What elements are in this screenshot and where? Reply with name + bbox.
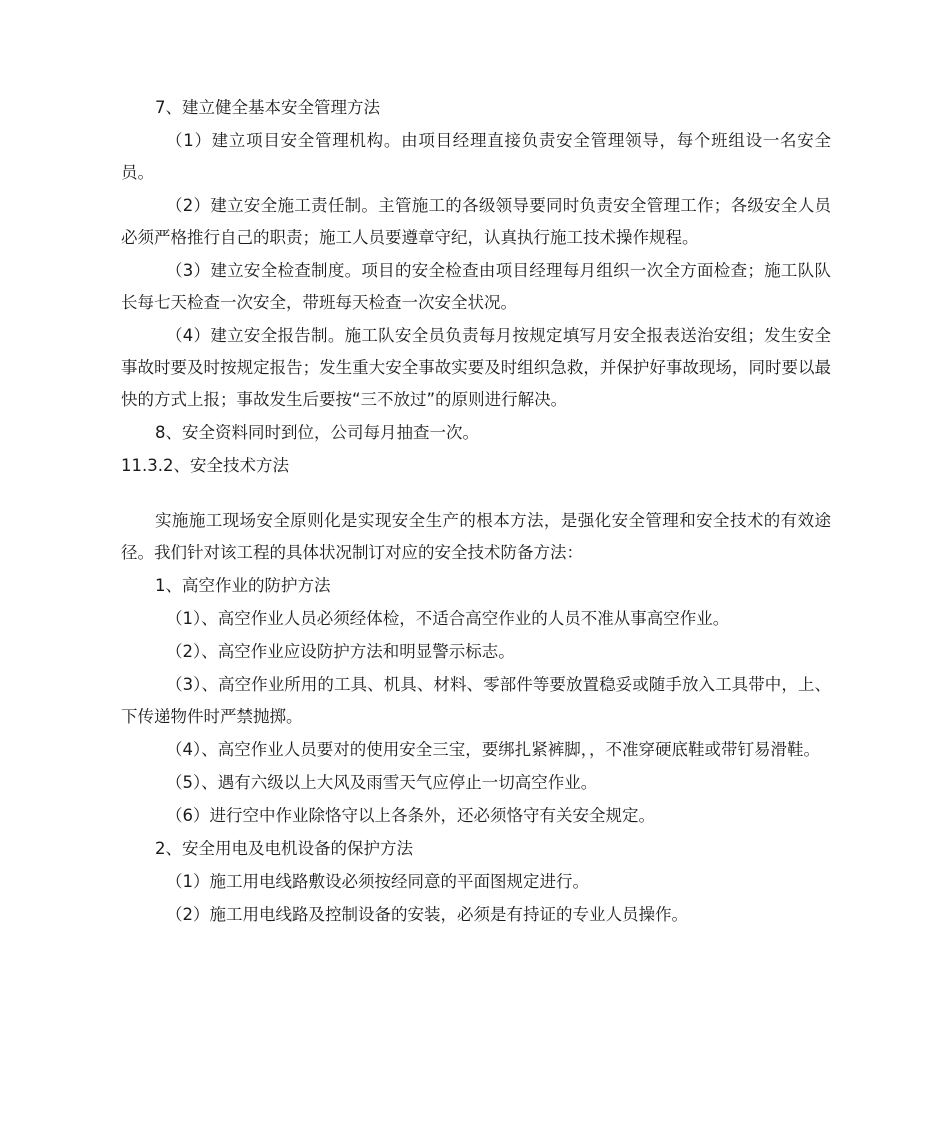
list-item: （1）、高空作业人员必须经体检，不适合高空作业的人员不准从事高空作业。 bbox=[166, 609, 730, 628]
list-item: （4）建立安全报告制。施工队安全员负责每月按规定填写月安全报表送治安组；发生安全事故时要及时按规定报告；发生重大安全事故实要及时组织急救，并保护好事故现场，同时要以最快的方式上报；事故发生后要按“三不放过”的原则进行解决。 bbox=[121, 326, 831, 409]
list-item: （1）施工用电线路敷设必须按经同意的平面图规定进行。 bbox=[166, 872, 589, 891]
list-item: （5）、遇有六级以上大风及雨雪天气应停止一切高空作业。 bbox=[166, 773, 598, 792]
list-item: （3）建立安全检查制度。项目的安全检查由项目经理每月组织一次全方面检查；施工队队长每七天检查一次安全，带班每天检查一次安全状况。 bbox=[121, 261, 831, 312]
section-heading-7: 7、建立健全基本安全管理方法 bbox=[155, 98, 380, 117]
document-body bbox=[121, 92, 831, 932]
list-item: （2）建立安全施工责任制。主管施工的各级领导要同时负责安全管理工作；各级安全人员必须严格推行自己的职责；施工人员要遵章守纪，认真执行施工技术操作规程。 bbox=[121, 196, 831, 247]
section-heading-1: 1、高空作业的防护方法 bbox=[155, 576, 331, 595]
list-item: （4）、高空作业人员要对的使用安全三宝，要绑扎紧裤脚，，不准穿硬底鞋或带钉易滑鞋。 bbox=[166, 740, 820, 759]
list-item: （2）、高空作业应设防护方法和明显警示标志。 bbox=[166, 642, 515, 661]
list-item: （1）建立项目安全管理机构。由项目经理直接负责安全管理领导，每个班组设一名安全员。 bbox=[121, 131, 831, 182]
list-item: （6）进行空中作业除恪守以上各条外，还必须恪守有关安全规定。 bbox=[166, 806, 655, 825]
subsection-heading: 11.3.2、安全技术方法 bbox=[121, 456, 289, 475]
section-heading-8: 8、安全资料同时到位，公司每月抽查一次。 bbox=[155, 423, 479, 442]
list-item: （3）、高空作业所用的工具、机具、材料、零部件等要放置稳妥或随手放入工具带中，上、下传递物件时严禁抛掷。 bbox=[121, 675, 831, 726]
section-heading-2: 2、安全用电及电机设备的保护方法 bbox=[155, 839, 413, 858]
list-item: （2）施工用电线路及控制设备的安装，必须是有持证的专业人员操作。 bbox=[166, 905, 688, 924]
blank-line bbox=[121, 483, 831, 505]
body-paragraph: 实施施工现场安全原则化是实现安全生产的根本方法，是强化安全管理和安全技术的有效途径。我们针对该工程的具体状况制订对应的安全技术防备方法： bbox=[121, 511, 831, 562]
